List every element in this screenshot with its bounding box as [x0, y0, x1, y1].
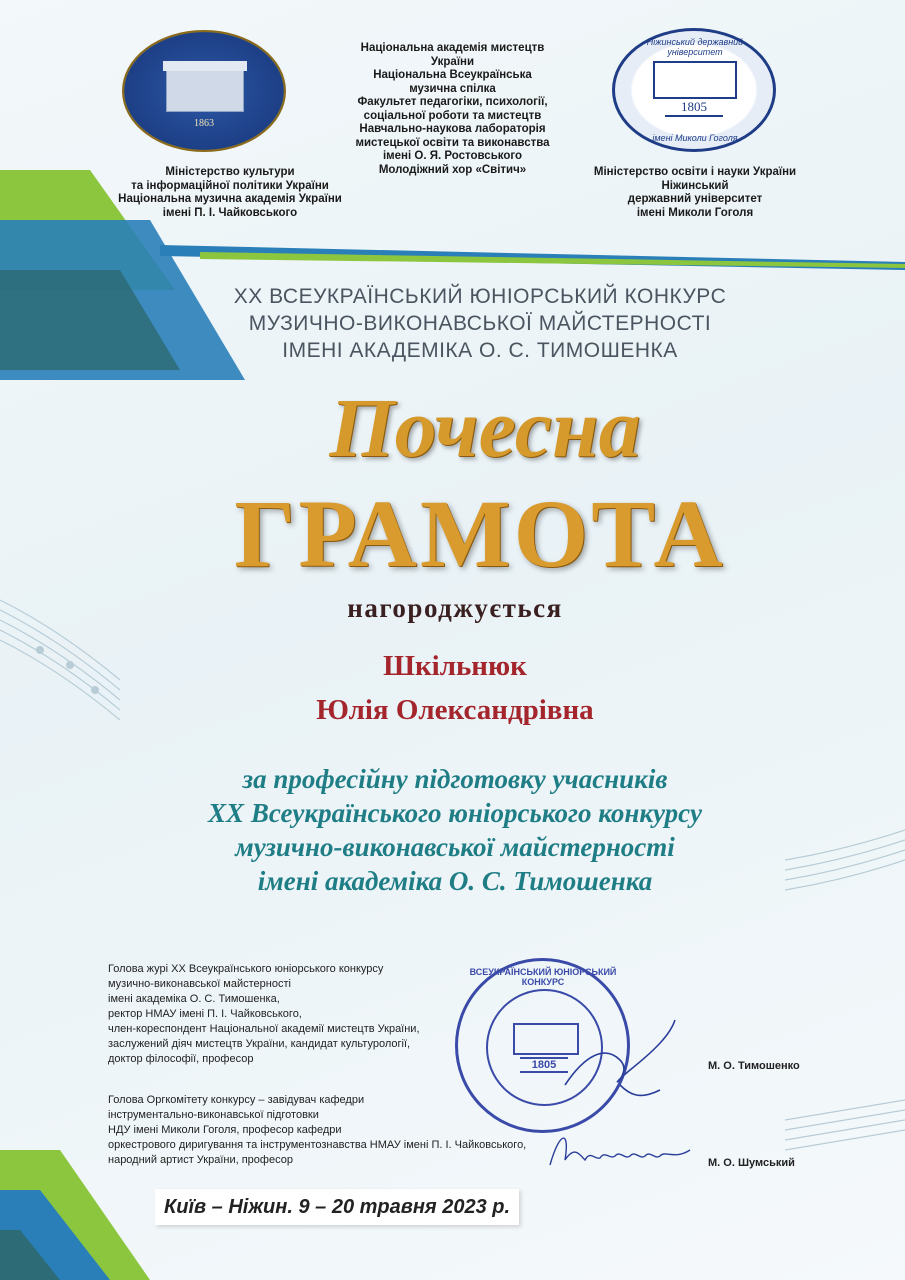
recipient-given-name: Юлія Олександрівна — [316, 694, 594, 726]
org-left: Міністерство культури та інформаційної політики України Національна музична академія України імені П. І. Чайковського — [118, 166, 342, 219]
signature-scribble-2-icon — [540, 1120, 700, 1180]
awarded-label: нагороджується — [347, 593, 563, 623]
signature-name-1: М. О. Тимошенко — [708, 1060, 800, 1072]
music-staff-decoration-right — [785, 820, 905, 1240]
certificate-title-line1: Почесна — [329, 382, 641, 475]
official-stamp-icon: ВСЕУКРАЇНСЬКИЙ ЮНІОРСЬКИЙ КОНКУРС 1805 — [455, 958, 630, 1133]
signature-scribble-1-icon — [560, 1015, 680, 1110]
org-committee-chair-title: Голова Оргкомітету конкурсу – завідувач кафедри інструментально-виконавської підготовки НДУ імені Миколи Гоголя, професор кафедри оркестрового диригування та інструментознавства НМАУ імені П. І. Чайковського, народний артист України, професор — [108, 1094, 527, 1166]
ndu-logo-icon: Ніжинський державний університет 1805 імені Миколи Гоголя — [612, 28, 776, 152]
org-right: Міністерство освіти і науки України Ніжинський державний університет імені Миколи Гоголя — [593, 166, 797, 219]
contest-title: XX ВСЕУКРАЇНСЬКИЙ ЮНІОРСЬКИЙ КОНКУРС МУЗИЧНО-ВИКОНАВСЬКОЇ МАЙСТЕРНОСТІ ІМЕНІ АКАДЕМІКА О. С. ТИМОШЕНКА — [233, 285, 727, 362]
jury-chair-title: Голова журі XX Всеукраїнського юніорського конкурсу музично-виконавської майстерності імені академіка О. С. Тимошенка, ректор НМАУ імені П. І. Чайковського, член-кореспондент Національної академії мистецтв України, заслужений діяч мистецтв України, кандидат культурології, доктор філософії, професор — [108, 963, 420, 1065]
recipient-surname: Шкільнюк — [383, 650, 527, 682]
nmau-logo-icon: 1863 — [122, 30, 286, 152]
org-center: Національна академія мистецтв України Національна Всеукраїнська музична спілка Факультет педагогіки, психології, соціальної роботи та мистецтв Навчально-наукова лабораторія мистецької освіти та виконавства імені О. Я. Ростовського Молодіжний хор «Світич» — [355, 42, 550, 176]
music-staff-decoration — [0, 560, 120, 840]
footer-date-place: Київ – Ніжин. 9 – 20 травня 2023 р. — [155, 1189, 519, 1225]
certificate-title-line2: ГРАМОТА — [234, 480, 726, 587]
award-reason: за професійну підготовку учасників XX Всеукраїнського юніорського конкурсу музично-виконавської майстерності імені академіка О. С. Тимошенка — [208, 764, 702, 896]
signature-name-2: М. О. Шумський — [708, 1157, 795, 1169]
